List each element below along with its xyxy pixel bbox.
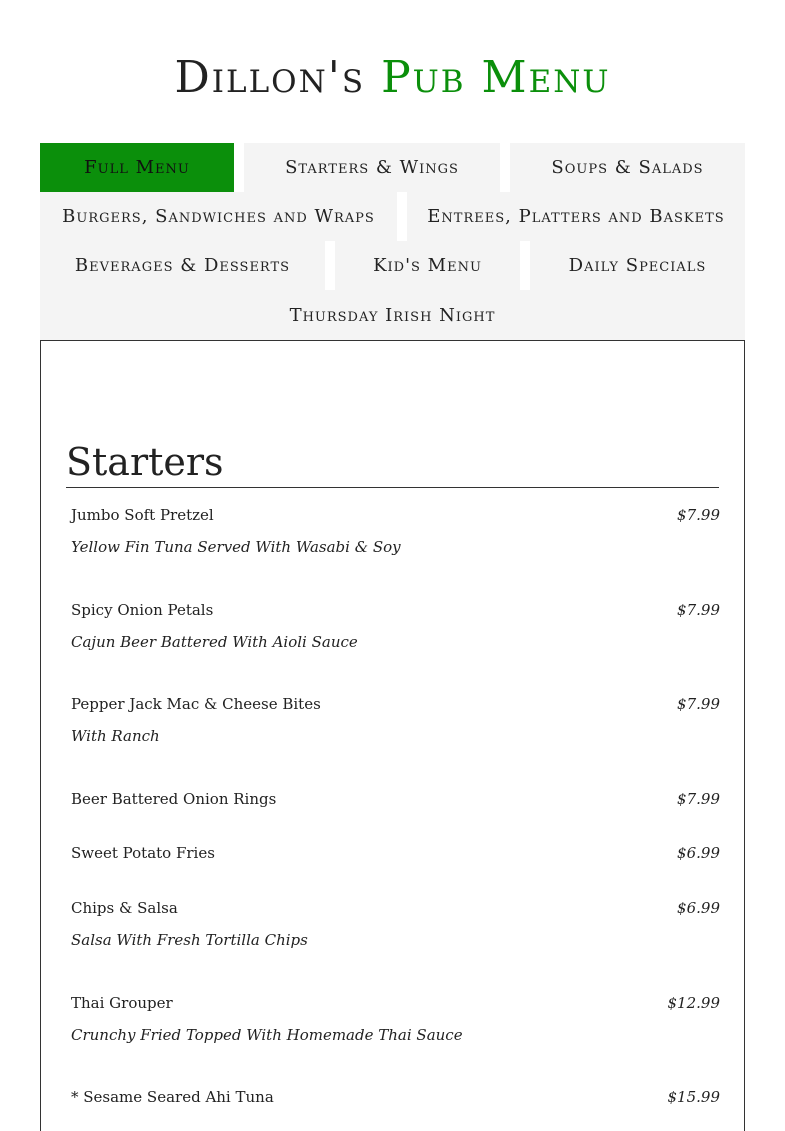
- section-divider: [66, 487, 719, 488]
- tab-entrees-platters-baskets[interactable]: Entrees, Platters and Baskets: [407, 192, 745, 241]
- menu-item-price: $6.99: [677, 899, 720, 917]
- title-accent: Pub Menu: [381, 52, 611, 103]
- menu-item-description: Cajun Beer Battered With Aioli Sauce: [71, 633, 358, 651]
- menu-item-name: Chips & Salsa: [71, 899, 178, 917]
- menu-item-description: With Ranch: [71, 727, 160, 745]
- menu-item-name: Sweet Potato Fries: [71, 844, 215, 862]
- tab-soups-salads[interactable]: Soups & Salads: [510, 143, 745, 192]
- menu-item-name: Thai Grouper: [71, 994, 173, 1012]
- menu-item-description: Crunchy Fried Topped With Homemade Thai Sauce: [71, 1026, 463, 1044]
- tab-thursday-irish-night[interactable]: Thursday Irish Night: [40, 290, 745, 341]
- tab-divider: [397, 192, 407, 241]
- menu-item-price: $7.99: [677, 790, 720, 808]
- tab-daily-specials[interactable]: Daily Specials: [530, 241, 745, 290]
- menu-tabs: [40, 143, 745, 341]
- title-main: Dillon's: [174, 52, 366, 103]
- menu-item-price: $7.99: [677, 601, 720, 619]
- tab-starters-wings[interactable]: Starters & Wings: [244, 143, 500, 192]
- menu-item-name: Jumbo Soft Pretzel: [71, 506, 214, 524]
- tab-divider: [500, 143, 510, 192]
- menu-item-description: Yellow Fin Tuna Served With Wasabi & Soy: [71, 538, 401, 556]
- menu-item-name: Beer Battered Onion Rings: [71, 790, 277, 808]
- tab-divider: [520, 241, 530, 290]
- tab-burgers-sandwiches-wraps[interactable]: Burgers, Sandwiches and Wraps: [40, 192, 397, 241]
- tab-divider: [234, 143, 244, 192]
- menu-item-price: $12.99: [667, 994, 720, 1012]
- menu-item-description: Salsa With Fresh Tortilla Chips: [71, 931, 308, 949]
- menu-item-price: $15.99: [667, 1088, 720, 1106]
- section-title: Starters: [66, 440, 224, 484]
- menu-item-name: Spicy Onion Petals: [71, 601, 214, 619]
- menu-item-price: $7.99: [677, 506, 720, 524]
- tab-beverages-desserts[interactable]: Beverages & Desserts: [40, 241, 325, 290]
- menu-item-price: $6.99: [677, 844, 720, 862]
- tab-divider: [325, 241, 335, 290]
- tab-full-menu[interactable]: Full Menu: [40, 143, 234, 192]
- page-title: [0, 52, 785, 103]
- menu-item-name: Pepper Jack Mac & Cheese Bites: [71, 695, 321, 713]
- tab-kids-menu[interactable]: Kid's Menu: [335, 241, 520, 290]
- menu-item-name: * Sesame Seared Ahi Tuna: [71, 1088, 274, 1106]
- menu-item-price: $7.99: [677, 695, 720, 713]
